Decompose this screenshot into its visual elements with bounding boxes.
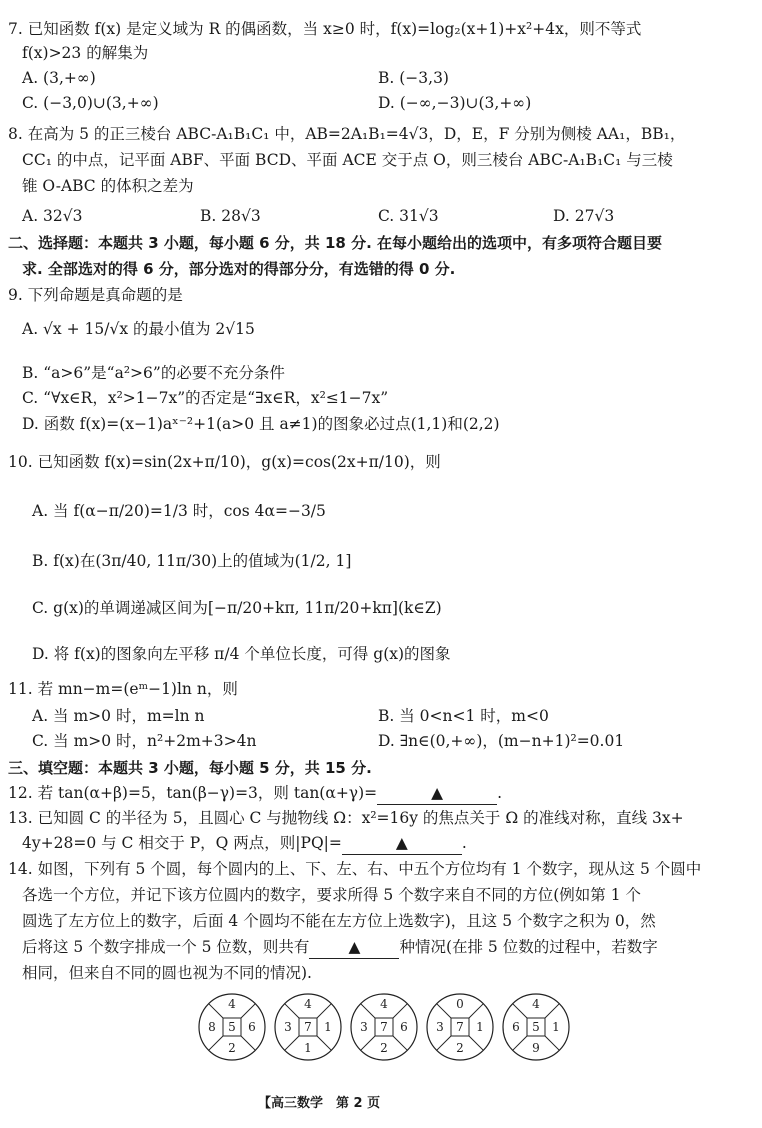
circle-digit-top: 4 <box>532 997 540 1011</box>
q11-option-d: D. ∃n∈(0,+∞)，(m−n+1)²=0.01 <box>378 732 625 750</box>
divider-line <box>361 1004 375 1018</box>
section2-heading-line2: 求. 全部选对的得 6 分，部分选对的得部分分，有选错的得 0 分. <box>22 260 456 278</box>
circle-digit-center: 5 <box>228 1020 236 1034</box>
circles-svg <box>198 992 588 1062</box>
divider-line <box>469 1036 483 1050</box>
circle-digit-right: 1 <box>476 1020 484 1034</box>
q13-stem-text: 4y+28=0 与 C 相交于 P，Q 两点，则|PQ|= <box>22 834 342 852</box>
circle-digit-bottom: 9 <box>532 1041 540 1055</box>
circle-digit-left: 3 <box>360 1020 368 1034</box>
q7-option-b: B. (−3,3) <box>378 69 449 87</box>
circle-digit-right: 6 <box>248 1020 256 1034</box>
q14-stem-line2: 各选一个方位，并记下该方位圆内的数字，要求所得 5 个数字来自不同的方位(例如第 1 个 <box>22 886 641 904</box>
divider-line <box>469 1004 483 1018</box>
q7-stem-line1: 7. 已知函数 f(x) 是定义域为 R 的偶函数，当 x≥0 时，f(x)=log₂(x+1)+x²+4x，则不等式 <box>8 20 642 38</box>
circle-digit-left: 3 <box>284 1020 292 1034</box>
divider-line <box>285 1004 299 1018</box>
circle-digit-center: 5 <box>532 1020 540 1034</box>
circle-digit-left: 3 <box>436 1020 444 1034</box>
divider-line <box>513 1036 527 1050</box>
circle-digit-left: 8 <box>208 1020 216 1034</box>
q10-option-d: D. 将 f(x)的图象向左平移 π/4 个单位长度，可得 g(x)的图象 <box>32 645 451 663</box>
circle-digit-right: 1 <box>324 1020 332 1034</box>
q9-stem: 9. 下列命题是真命题的是 <box>8 286 183 304</box>
section2-heading-line1: 二、选择题：本题共 3 小题，每小题 6 分，共 18 分. 在每小题给出的选项中，有多项符合题目要 <box>8 234 663 252</box>
circle-4 <box>427 994 493 1060</box>
circle-5 <box>503 994 569 1060</box>
circle-digit-right: 6 <box>400 1020 408 1034</box>
divider-line <box>393 1004 407 1018</box>
q14-stem-text-b: 种情况(在排 5 位数的过程中，若数字 <box>399 938 658 956</box>
circle-digit-top: 0 <box>456 997 464 1011</box>
divider-line <box>437 1004 451 1018</box>
circle-digit-bottom: 2 <box>228 1041 236 1055</box>
q13-end: . <box>461 834 467 852</box>
divider-line <box>285 1036 299 1050</box>
q14-stem-line4 <box>22 936 658 959</box>
page-footer: 【高三数学 第 2 页 <box>258 1096 381 1111</box>
circle-digit-center: 7 <box>456 1020 464 1034</box>
section3-heading: 三、填空题：本题共 3 小题，每小题 5 分，共 15 分. <box>8 759 372 777</box>
q10-stem: 10. 已知函数 f(x)=sin(2x+π/10)，g(x)=cos(2x+π/10)，则 <box>8 453 441 471</box>
q11-option-a: A. 当 m>0 时，m=ln n <box>32 707 205 725</box>
q13-stem-line2 <box>22 832 467 855</box>
q10-option-c: C. g(x)的单调递减区间为[−π/20+kπ, 11π/20+kπ](k∈Z) <box>32 599 442 617</box>
divider-line <box>513 1004 527 1018</box>
circle-digit-top: 4 <box>304 997 312 1011</box>
q7-option-c: C. (−3,0)∪(3,+∞) <box>22 94 159 112</box>
q14-stem-line5: 相同，但来自不同的圆也视为不同的情况). <box>22 964 312 982</box>
q9-option-c: C. “∀x∈R，x²>1−7x”的否定是“∃x∈R，x²≤1−7x” <box>22 389 389 407</box>
circle-digit-top: 4 <box>228 997 236 1011</box>
q7-stem-line2: f(x)>23 的解集为 <box>22 44 149 62</box>
q9-option-b: B. “a>6”是“a²>6”的必要不充分条件 <box>22 364 285 382</box>
q8-option-b: B. 28√3 <box>200 207 261 225</box>
q8-stem-line3: 锥 O-ABC 的体积之差为 <box>22 177 194 195</box>
q10-option-a: A. 当 f(α−π/20)=1/3 时，cos 4α=−3/5 <box>32 502 326 520</box>
q12-stem-text: 12. 若 tan(α+β)=5，tan(β−γ)=3，则 tan(α+γ)= <box>8 784 378 802</box>
q12-stem <box>8 782 502 805</box>
divider-line <box>317 1004 331 1018</box>
q11-stem: 11. 若 mn−m=(eᵐ−1)ln n，则 <box>8 680 238 698</box>
circle-digit-center: 7 <box>380 1020 388 1034</box>
circle-digit-bottom: 2 <box>380 1041 388 1055</box>
q8-stem-line2: CC₁ 的中点，记平面 ABF、平面 BCD、平面 ACE 交于点 O，则三棱台 ABC-A₁B₁C₁ 与三棱 <box>22 151 673 169</box>
divider-line <box>209 1036 223 1050</box>
q14-answer-blank: ▲ <box>309 936 399 959</box>
circle-digit-center: 7 <box>304 1020 312 1034</box>
divider-line <box>437 1036 451 1050</box>
q14-stem-line3: 圆选了左方位上的数字，后面 4 个圆均不能在左方位上选数字)，且这 5 个数字之积为 0，然 <box>22 912 656 930</box>
q14-circles-figure <box>198 992 588 1062</box>
circle-digit-right: 1 <box>552 1020 560 1034</box>
circle-digit-top: 4 <box>380 997 388 1011</box>
q11-option-c: C. 当 m>0 时，n²+2m+3>4n <box>32 732 257 750</box>
circle-2 <box>275 994 341 1060</box>
q8-option-a: A. 32√3 <box>22 207 83 225</box>
q9-option-a: A. √x + 15/√x 的最小值为 2√15 <box>22 320 255 338</box>
q8-option-d: D. 27√3 <box>553 207 615 225</box>
divider-line <box>317 1036 331 1050</box>
divider-line <box>241 1004 255 1018</box>
q13-answer-blank: ▲ <box>342 832 462 855</box>
q7-option-d: D. (−∞,−3)∪(3,+∞) <box>378 94 532 112</box>
divider-line <box>545 1004 559 1018</box>
q12-answer-blank: ▲ <box>377 782 497 805</box>
divider-line <box>209 1004 223 1018</box>
divider-line <box>545 1036 559 1050</box>
circle-digit-left: 6 <box>512 1020 520 1034</box>
q7-option-a: A. (3,+∞) <box>22 69 96 87</box>
q14-stem-line1: 14. 如图，下列有 5 个圆，每个圆内的上、下、左、右、中五个方位均有 1 个数字，现从这 5 个圆中 <box>8 860 702 878</box>
q10-option-b: B. f(x)在(3π/40, 11π/30)上的值域为(1/2, 1] <box>32 552 352 570</box>
q14-stem-text-a: 后将这 5 个数字排成一个 5 位数，则共有 <box>22 938 310 956</box>
q8-stem-line1: 8. 在高为 5 的正三棱台 ABC-A₁B₁C₁ 中，AB=2A₁B₁=4√3，D，E，F 分别为侧棱 AA₁，BB₁， <box>8 125 686 143</box>
divider-line <box>361 1036 375 1050</box>
q8-option-c: C. 31√3 <box>378 207 439 225</box>
circle-digit-bottom: 1 <box>304 1041 312 1055</box>
q13-stem-line1: 13. 已知圆 C 的半径为 5，且圆心 C 与抛物线 Ω：x²=16y 的焦点关于 Ω 的准线对称，直线 3x+ <box>8 809 684 827</box>
divider-line <box>393 1036 407 1050</box>
circle-3 <box>351 994 417 1060</box>
q9-option-d: D. 函数 f(x)=(x−1)aˣ⁻²+1(a>0 且 a≠1)的图象必过点(1,1)和(2,2) <box>22 415 500 433</box>
circle-digit-bottom: 2 <box>456 1041 464 1055</box>
divider-line <box>241 1036 255 1050</box>
q12-end: . <box>497 784 503 802</box>
q11-option-b: B. 当 0<n<1 时，m<0 <box>378 707 549 725</box>
circle-1 <box>199 994 265 1060</box>
